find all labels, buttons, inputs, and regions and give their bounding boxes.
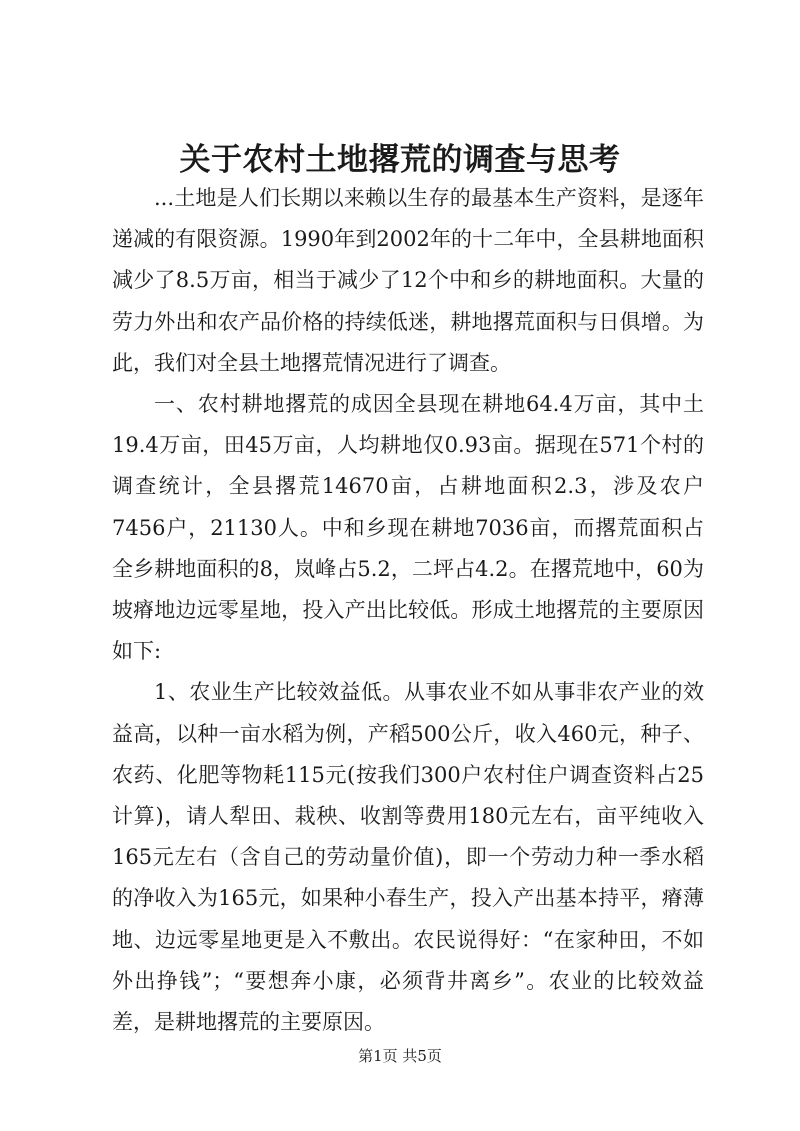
document-title: 关于农村土地撂荒的调查与思考	[179, 142, 621, 178]
document-body	[112, 178, 704, 1043]
paragraph-intro: ...土地是人们长期以来赖以生存的最基本生产资料，是逐年递减的有限资源。1990年到2002年的十二年中，全县耕地面积减少了8.5万亩，相当于减少了12个中和乡的耕地面积。大量的劳力外出和农产品价格的持续低迷，耕地撂荒面积与日俱增。为此，我们对全县土地撂荒情况进行了调查。	[112, 186, 704, 375]
page-footer: 第1页 共5页	[358, 1047, 442, 1065]
paragraph-low-benefit: 1、农业生产比较效益低。从事农业不如从事非农产业的效益高，以种一亩水稻为例，产稻500公斤，收入460元，种子、农药、化肥等物耗115元(按我们300户农村住户调查资料占25计算)，请人犁田、栽秧、收割等费用180元左右，亩平纯收入165元左右（含自己的劳动量价值)，即一个劳动力种一季水稻的净收入为165元，如果种小春生产，投入产出基本持平，瘠薄地、边远零星地更是入不敷出。农民说得好：“在家种田，不如外出挣钱”；“要想奔小康，必须背井离乡”。农业的比较效益差，是耕地撂荒的主要原因。	[112, 680, 704, 1035]
paragraph-causes: 一、农村耕地撂荒的成因全县现在耕地64.4万亩，其中土19.4万亩，田45万亩，人均耕地仅0.93亩。据现在571个村的调查统计，全县撂荒14670亩，占耕地面积2.3，涉及农户7456户，21130人。中和乡现在耕地7036亩，而撂荒面积占全乡耕地面积的8，岚峰占5.2，二坪占4.2。在撂荒地中，60为坡瘠地边远零星地，投入产出比较低。形成土地撂荒的主要原因如下:	[112, 392, 704, 664]
